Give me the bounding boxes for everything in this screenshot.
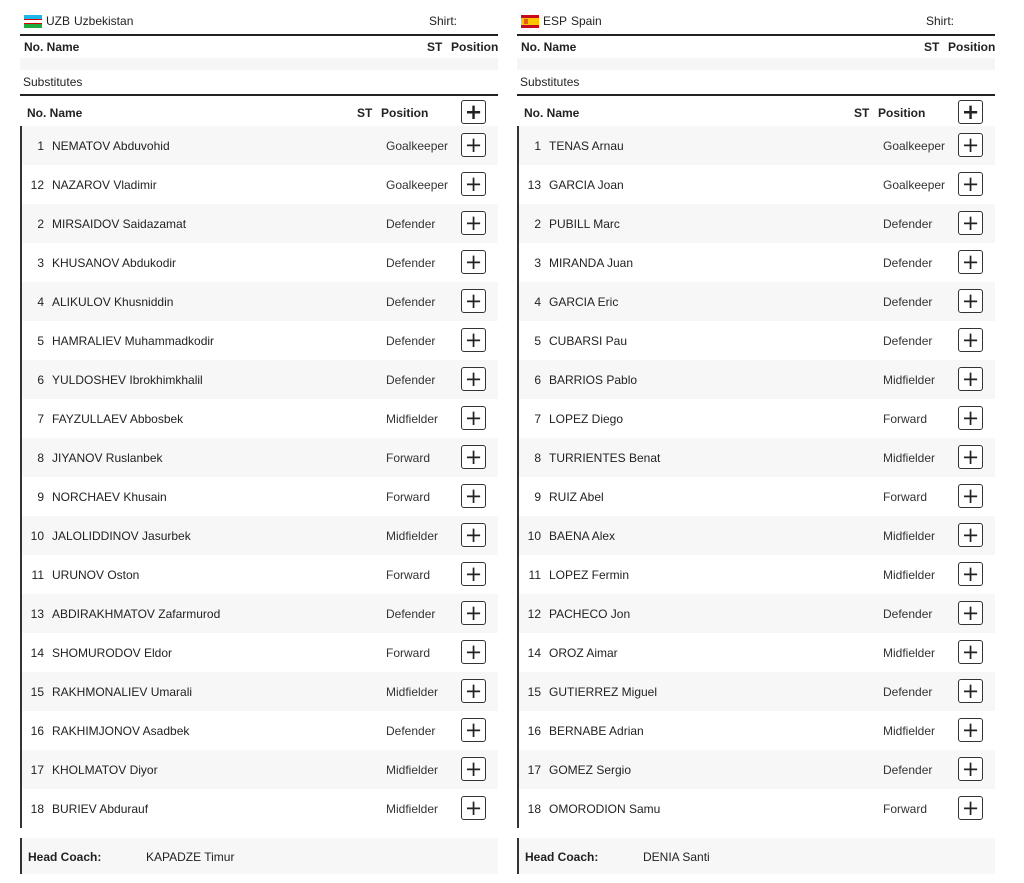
player-number: 8	[534, 451, 541, 465]
player-number: 17	[527, 763, 541, 777]
plus-icon: +	[961, 327, 980, 352]
col-no-name: No. Name	[24, 40, 80, 54]
player-position: Defender	[883, 334, 933, 348]
team-code: UZB	[46, 14, 70, 28]
plus-icon: +	[961, 99, 980, 124]
add-player-button[interactable]	[958, 133, 983, 157]
add-player-button[interactable]	[958, 445, 983, 469]
player-number: 16	[30, 724, 44, 738]
player-row	[517, 633, 995, 672]
player-name: GOMEZ Sergio	[549, 763, 632, 777]
player-position: Goalkeeper	[386, 139, 449, 153]
player-position: Forward	[386, 646, 431, 660]
player-name: BURIEV Abdurauf	[52, 802, 149, 816]
player-row	[20, 711, 498, 750]
player-name: FAYZULLAEV Abbosbek	[52, 412, 184, 426]
player-number: 10	[30, 529, 44, 543]
player-position: Defender	[883, 607, 933, 621]
plus-icon: +	[961, 522, 980, 547]
plus-icon: +	[464, 639, 483, 664]
player-name: BERNABE Adrian	[549, 724, 644, 738]
player-position: Forward	[386, 451, 431, 465]
player-name: SHOMURODOV Eldor	[52, 646, 173, 660]
player-name: RAKHIMJONOV Asadbek	[52, 724, 190, 738]
player-row	[517, 555, 995, 594]
player-position: Defender	[386, 334, 436, 348]
substitutes-label: Substitutes	[23, 75, 83, 89]
player-name: URUNOV Oston	[52, 568, 140, 582]
player-row	[20, 672, 498, 711]
add-player-button[interactable]	[958, 718, 983, 742]
player-number: 18	[527, 802, 541, 816]
head-coach-name: DENIA Santi	[643, 850, 710, 864]
head-coach-label: Head Coach:	[28, 850, 102, 864]
player-position: Midfielder	[883, 724, 936, 738]
player-name: KHUSANOV Abdukodir	[52, 256, 177, 270]
add-player-button[interactable]	[461, 445, 486, 469]
add-player-button[interactable]	[958, 484, 983, 508]
team-header	[517, 0, 995, 36]
player-row	[517, 282, 995, 321]
plus-icon: +	[464, 600, 483, 625]
player-name: RUIZ Abel	[549, 490, 604, 504]
shirt-label: Shirt:	[429, 14, 458, 28]
team-code: ESP	[543, 14, 568, 28]
player-number: 14	[30, 646, 44, 660]
player-position: Defender	[386, 607, 436, 621]
substitutes-table-uzb	[20, 94, 498, 828]
player-name: MIRSAIDOV Saidazamat	[52, 217, 187, 231]
player-name: TURRIENTES Benat	[549, 451, 661, 465]
plus-icon: +	[464, 444, 483, 469]
player-position: Midfielder	[386, 529, 439, 543]
lineup-header	[517, 36, 995, 58]
add-player-button[interactable]	[958, 601, 983, 625]
substitutes-header	[517, 94, 995, 126]
player-row	[517, 204, 995, 243]
add-player-button[interactable]	[461, 289, 486, 313]
player-position: Defender	[883, 763, 933, 777]
col-st: ST	[357, 106, 373, 120]
player-position: Defender	[883, 256, 933, 270]
player-position: Forward	[386, 568, 431, 582]
player-row	[517, 243, 995, 282]
player-number: 18	[30, 802, 44, 816]
player-row	[517, 789, 995, 828]
col-no-name: No. Name	[521, 40, 577, 54]
player-number: 11	[31, 568, 44, 582]
player-position: Goalkeeper	[883, 139, 946, 153]
add-player-button[interactable]	[958, 796, 983, 820]
plus-icon: +	[961, 678, 980, 703]
plus-icon: +	[961, 405, 980, 430]
player-number: 7	[37, 412, 44, 426]
add-player-button[interactable]	[958, 757, 983, 781]
player-row	[20, 243, 498, 282]
plus-icon: +	[961, 210, 980, 235]
add-player-button[interactable]	[461, 328, 486, 352]
player-number: 9	[37, 490, 44, 504]
player-number: 11	[528, 568, 541, 582]
player-position: Defender	[386, 256, 436, 270]
player-position: Midfielder	[386, 685, 439, 699]
plus-icon: +	[961, 366, 980, 391]
add-player-button[interactable]	[461, 211, 486, 235]
player-number: 16	[527, 724, 541, 738]
plus-icon: +	[961, 600, 980, 625]
player-number: 13	[30, 607, 44, 621]
player-row	[517, 672, 995, 711]
team-header	[20, 0, 498, 36]
player-number: 10	[527, 529, 541, 543]
player-number: 3	[37, 256, 44, 270]
player-position: Midfielder	[883, 568, 936, 582]
player-row	[20, 750, 498, 789]
plus-icon: +	[961, 132, 980, 157]
add-player-button[interactable]	[958, 172, 983, 196]
player-row	[20, 321, 498, 360]
player-name: NEMATOV Abduvohid	[52, 139, 170, 153]
player-number: 6	[37, 373, 44, 387]
col-position: Position	[451, 40, 499, 54]
player-name: NORCHAEV Khusain	[52, 490, 167, 504]
plus-icon: +	[464, 522, 483, 547]
player-row	[20, 165, 498, 204]
plus-icon: +	[961, 288, 980, 313]
player-row	[517, 126, 995, 165]
player-number: 1	[534, 139, 541, 153]
player-name: KHOLMATOV Diyor	[52, 763, 158, 777]
plus-icon: +	[464, 366, 483, 391]
plus-icon: +	[464, 171, 483, 196]
add-player-button[interactable]	[958, 640, 983, 664]
head-coach-name: KAPADZE Timur	[146, 850, 235, 864]
player-row	[20, 360, 498, 399]
player-number: 7	[534, 412, 541, 426]
uzbekistan-flag-icon	[24, 15, 42, 28]
player-list	[20, 126, 498, 828]
head-coach-label: Head Coach:	[525, 850, 599, 864]
player-name: BAENA Alex	[549, 529, 616, 543]
add-player-button[interactable]	[461, 640, 486, 664]
player-position: Goalkeeper	[386, 178, 449, 192]
add-player-button[interactable]	[461, 562, 486, 586]
plus-icon: +	[464, 132, 483, 157]
plus-icon: +	[961, 561, 980, 586]
player-number: 15	[30, 685, 44, 699]
player-name: GARCIA Eric	[549, 295, 619, 309]
add-player-button[interactable]	[958, 250, 983, 274]
player-row	[517, 594, 995, 633]
player-number: 8	[37, 451, 44, 465]
player-name: GUTIERREZ Miguel	[549, 685, 658, 699]
starting-lineup-empty	[20, 58, 498, 70]
player-row	[20, 438, 498, 477]
player-row	[517, 516, 995, 555]
player-number: 2	[37, 217, 44, 231]
team-panel-esp	[517, 0, 995, 70]
player-name: LOPEZ Diego	[549, 412, 624, 426]
plus-icon: +	[464, 210, 483, 235]
add-player-button[interactable]	[461, 367, 486, 391]
plus-icon: +	[961, 171, 980, 196]
player-row	[20, 477, 498, 516]
col-st: ST	[427, 40, 443, 54]
col-position: Position	[878, 106, 926, 120]
player-row	[20, 516, 498, 555]
add-player-button[interactable]	[958, 289, 983, 313]
substitutes-table-esp	[517, 94, 995, 828]
add-player-button[interactable]	[461, 601, 486, 625]
player-position: Defender	[883, 217, 933, 231]
player-position: Defender	[386, 724, 436, 738]
add-player-button[interactable]	[958, 211, 983, 235]
player-row	[20, 633, 498, 672]
col-no-name: No. Name	[524, 106, 580, 120]
player-position: Defender	[883, 295, 933, 309]
player-position: Midfielder	[386, 802, 439, 816]
player-name: TENAS Arnau	[549, 139, 624, 153]
plus-icon: +	[961, 717, 980, 742]
plus-icon: +	[464, 483, 483, 508]
player-name: RAKHMONALIEV Umarali	[52, 685, 193, 699]
player-number: 17	[30, 763, 44, 777]
player-position: Midfielder	[883, 451, 936, 465]
player-number: 14	[527, 646, 541, 660]
add-all-button[interactable]	[958, 100, 983, 124]
add-player-button[interactable]	[958, 406, 983, 430]
player-row	[517, 360, 995, 399]
player-number: 1	[37, 139, 44, 153]
player-name: ALIKULOV Khusniddin	[52, 295, 174, 309]
player-row	[517, 438, 995, 477]
player-number: 5	[37, 334, 44, 348]
col-st: ST	[854, 106, 870, 120]
plus-icon: +	[961, 756, 980, 781]
player-name: PACHECO Jon	[549, 607, 631, 621]
player-position: Defender	[883, 685, 933, 699]
add-player-button[interactable]	[461, 757, 486, 781]
plus-icon: +	[464, 327, 483, 352]
add-player-button[interactable]	[461, 679, 486, 703]
add-player-button[interactable]	[461, 172, 486, 196]
plus-icon: +	[464, 756, 483, 781]
player-position: Defender	[386, 217, 436, 231]
head-coach-row	[517, 838, 995, 874]
player-list	[517, 126, 995, 828]
player-row	[20, 282, 498, 321]
add-player-button[interactable]	[461, 133, 486, 157]
plus-icon: +	[464, 288, 483, 313]
player-name: CUBARSI Pau	[549, 334, 628, 348]
add-player-button[interactable]	[958, 679, 983, 703]
add-player-button[interactable]	[461, 250, 486, 274]
player-row	[517, 165, 995, 204]
plus-icon: +	[464, 99, 483, 124]
player-number: 2	[534, 217, 541, 231]
player-number: 15	[527, 685, 541, 699]
plus-icon: +	[961, 795, 980, 820]
player-row	[20, 204, 498, 243]
player-name: LOPEZ Fermin	[549, 568, 630, 582]
add-player-button[interactable]	[461, 484, 486, 508]
player-position: Forward	[883, 490, 928, 504]
player-name: ABDIRAKHMATOV Zafarmurod	[52, 607, 221, 621]
player-name: BARRIOS Pablo	[549, 373, 638, 387]
plus-icon: +	[961, 249, 980, 274]
substitutes-label: Substitutes	[520, 75, 580, 89]
player-number: 4	[534, 295, 541, 309]
add-player-button[interactable]	[958, 523, 983, 547]
add-player-button[interactable]	[461, 796, 486, 820]
player-position: Midfielder	[883, 529, 936, 543]
player-number: 9	[534, 490, 541, 504]
player-number: 12	[527, 607, 541, 621]
plus-icon: +	[464, 249, 483, 274]
player-position: Defender	[386, 373, 436, 387]
player-row	[20, 126, 498, 165]
substitutes-header	[20, 94, 498, 126]
plus-icon: +	[464, 561, 483, 586]
col-position: Position	[381, 106, 429, 120]
add-player-button[interactable]	[461, 406, 486, 430]
player-name: PUBILL Marc	[549, 217, 620, 231]
plus-icon: +	[961, 483, 980, 508]
player-position: Midfielder	[386, 412, 439, 426]
add-player-button[interactable]	[958, 328, 983, 352]
team-name: Spain	[571, 14, 602, 28]
add-player-button[interactable]	[958, 562, 983, 586]
player-name: MIRANDA Juan	[549, 256, 634, 270]
plus-icon: +	[464, 795, 483, 820]
player-position: Midfielder	[883, 373, 936, 387]
spain-flag-icon	[521, 15, 539, 28]
player-row	[20, 555, 498, 594]
player-row	[517, 711, 995, 750]
add-all-button[interactable]	[461, 100, 486, 124]
add-player-button[interactable]	[958, 367, 983, 391]
team-panel-uzb	[20, 0, 498, 70]
player-name: JALOLIDDINOV Jasurbek	[52, 529, 191, 543]
plus-icon: +	[961, 444, 980, 469]
player-position: Midfielder	[386, 763, 439, 777]
col-st: ST	[924, 40, 940, 54]
player-number: 5	[534, 334, 541, 348]
player-number: 3	[534, 256, 541, 270]
player-name: OMORODION Samu	[549, 802, 661, 816]
starting-lineup-empty	[517, 58, 995, 70]
col-position: Position	[948, 40, 996, 54]
player-position: Goalkeeper	[883, 178, 946, 192]
player-name: YULDOSHEV Ibrokhimkhalil	[52, 373, 203, 387]
player-row	[20, 594, 498, 633]
plus-icon: +	[961, 639, 980, 664]
player-position: Forward	[883, 802, 928, 816]
player-name: JIYANOV Ruslanbek	[52, 451, 163, 465]
player-name: NAZAROV Vladimir	[52, 178, 157, 192]
player-name: HAMRALIEV Muhammadkodir	[52, 334, 215, 348]
player-position: Midfielder	[883, 646, 936, 660]
player-name: GARCIA Joan	[549, 178, 624, 192]
col-no-name: No. Name	[27, 106, 83, 120]
plus-icon: +	[464, 678, 483, 703]
player-number: 6	[534, 373, 541, 387]
plus-icon: +	[464, 717, 483, 742]
add-player-button[interactable]	[461, 523, 486, 547]
player-row	[517, 321, 995, 360]
player-row	[517, 399, 995, 438]
plus-icon: +	[464, 405, 483, 430]
add-player-button[interactable]	[461, 718, 486, 742]
team-name: Uzbekistan	[74, 14, 134, 28]
player-number: 12	[30, 178, 44, 192]
player-position: Defender	[386, 295, 436, 309]
player-position: Forward	[883, 412, 928, 426]
player-row	[20, 789, 498, 828]
player-row	[20, 399, 498, 438]
player-row	[517, 750, 995, 789]
player-position: Forward	[386, 490, 431, 504]
player-number: 4	[37, 295, 44, 309]
player-number: 13	[527, 178, 541, 192]
player-name: OROZ Aimar	[549, 646, 618, 660]
lineup-header	[20, 36, 498, 58]
shirt-label: Shirt:	[926, 14, 955, 28]
player-row	[517, 477, 995, 516]
head-coach-row	[20, 838, 498, 874]
